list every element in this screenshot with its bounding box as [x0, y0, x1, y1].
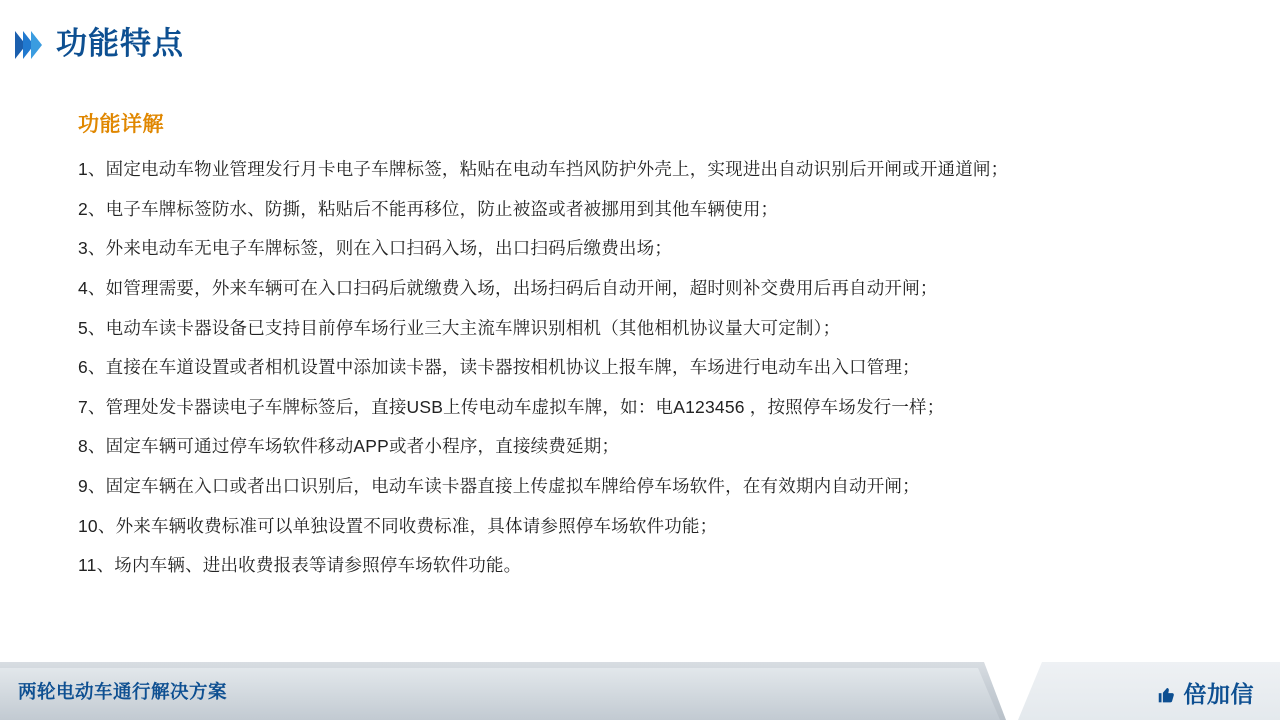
list-item: 1、固定电动车物业管理发行月卡电子车牌标签，粘贴在电动车挡风防护外壳上，实现进出自动识别后开闸或开通道闸；: [78, 159, 1009, 179]
list-item: 10、外来车辆收费标准可以单独设置不同收费标准，具体请参照停车场软件功能；: [78, 515, 718, 536]
thumbs-up-icon: [1156, 684, 1178, 706]
list-item: 5、电动车读卡器设备已支持目前停车场行业三大主流车牌识别相机（其他相机协议量大可定制）；: [78, 317, 841, 338]
list-item: 8、固定车辆可通过停车场软件移动APP或者小程序，直接续费延期；: [78, 436, 620, 457]
list-item: 6、直接在车道设置或者相机设置中添加读卡器，读卡器按相机协议上报车牌，车场进行电动车出入口管理；: [78, 357, 920, 378]
list-item: 9、固定车辆在入口或者出口识别后，电动车读卡器直接上传虚拟车牌给停车场软件，在有效期内自动开闸；: [78, 476, 920, 496]
list-item: 4、如管理需要，外来车辆可在入口扫码后就缴费入场，出场扫码后自动开闸，超时则补交费用后再自动开闸；: [78, 277, 938, 298]
section-heading: 功能详解: [78, 113, 164, 136]
list-item: 7、管理处发卡器读电子车牌标签后，直接USB上传电动车虚拟车牌，如：电A123456 ，按照停车场发行一样；: [78, 396, 945, 417]
brand-name: 倍加信: [1183, 681, 1254, 707]
list-item: 3、外来电动车无电子车牌标签，则在入口扫码入场，出口扫码后缴费出场；: [78, 238, 673, 259]
brand-logo: [1156, 683, 1255, 706]
content-area: [78, 108, 1248, 592]
footer: [0, 662, 1280, 720]
page-title: 功能特点: [56, 26, 184, 61]
list-item: 2、电子车牌标签防水、防撕，粘贴后不能再移位，防止被盗或者被挪用到其他车辆使用；: [78, 198, 779, 219]
list-item: 11、场内车辆、进出收费报表等请参照停车场软件功能。: [78, 555, 522, 576]
chevron-right-icon: [18, 31, 42, 59]
footer-title: 两轮电动车通行解决方案: [18, 681, 228, 702]
feature-list: [78, 156, 1248, 579]
slide-header: [18, 28, 184, 59]
